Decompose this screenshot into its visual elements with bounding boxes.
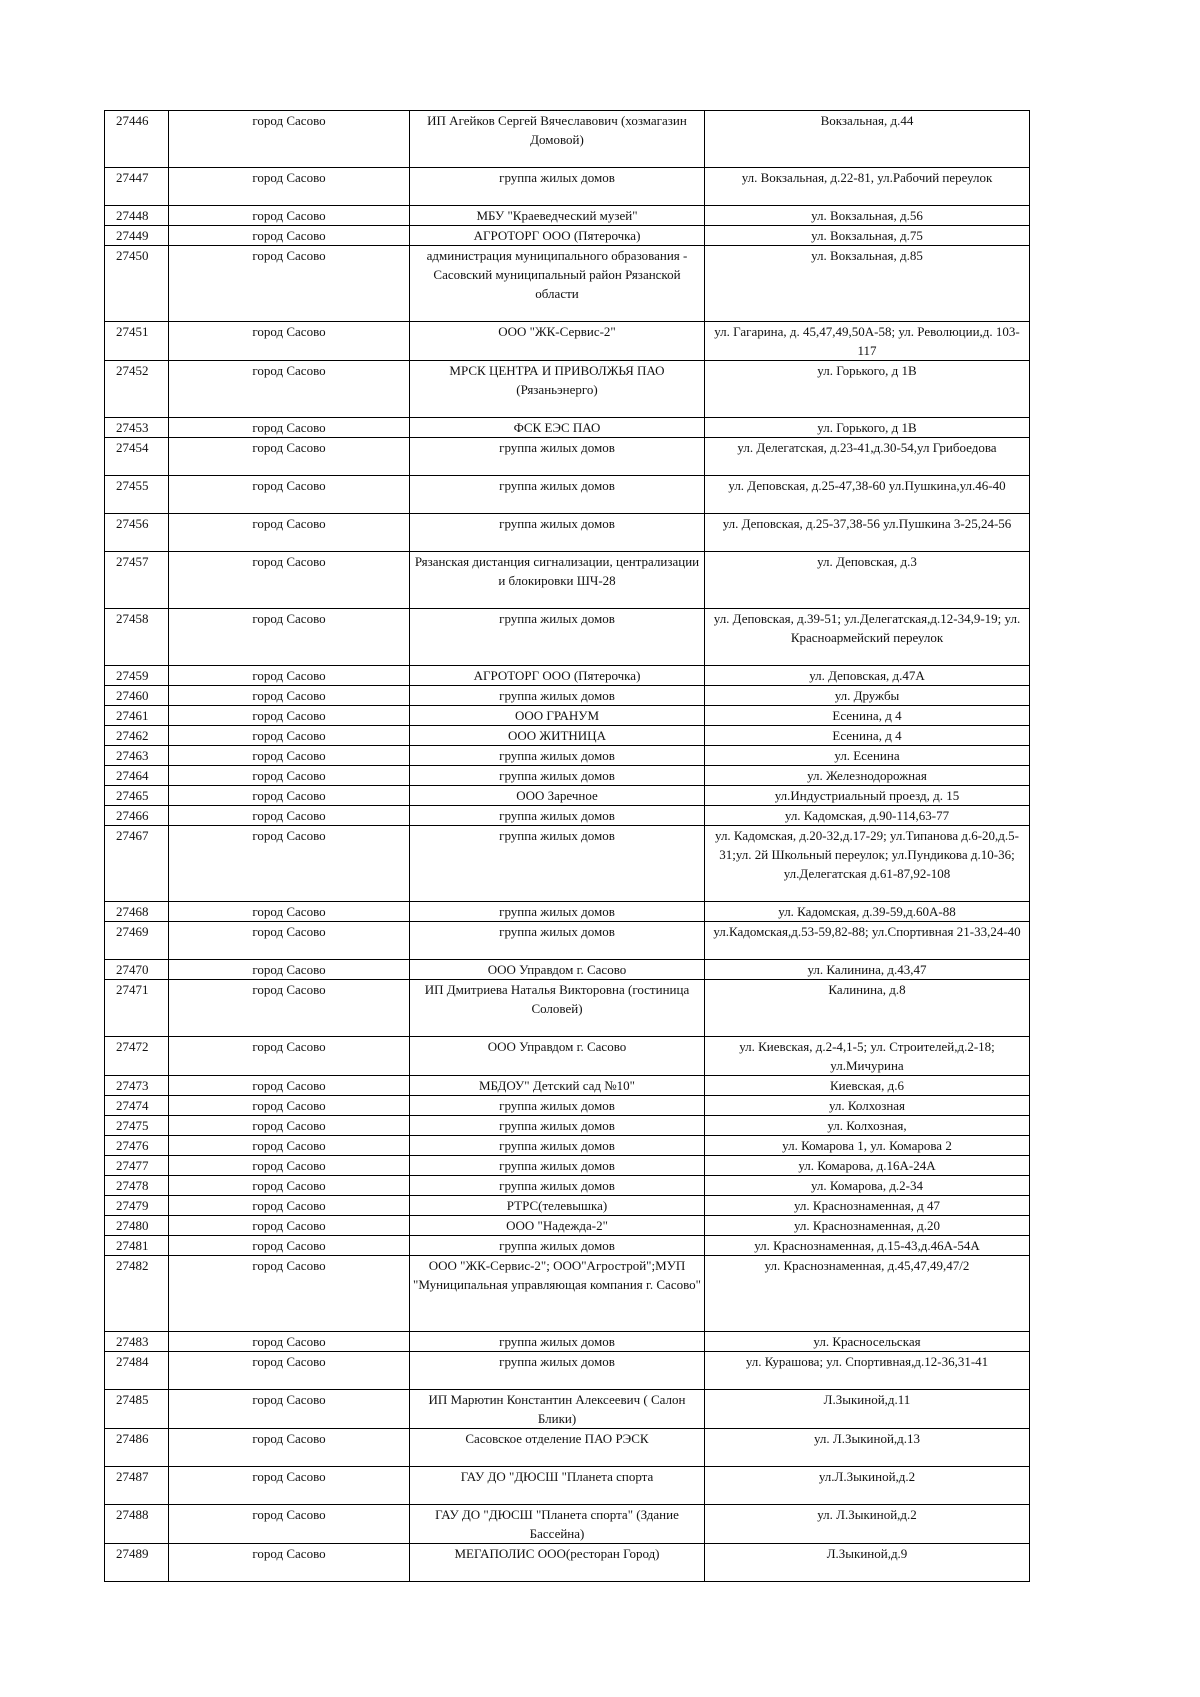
organization-cell: ФСК ЕЭС ПАО bbox=[410, 418, 705, 438]
city-cell: город Сасово bbox=[169, 111, 410, 168]
table-row bbox=[105, 111, 1030, 168]
address-cell: ул. Киевская, д.2-4,1-5; ул. Строителей,д.2-18; ул.Мичурина bbox=[705, 1037, 1030, 1076]
city-cell: город Сасово bbox=[169, 1156, 410, 1176]
address-cell: ул. Есенина bbox=[705, 746, 1030, 766]
table-row bbox=[105, 746, 1030, 766]
table-row bbox=[105, 686, 1030, 706]
address-cell: ул. Гагарина, д. 45,47,49,50А-58; ул. Революции,д. 103-117 bbox=[705, 322, 1030, 361]
table-row bbox=[105, 726, 1030, 746]
table-row bbox=[105, 922, 1030, 960]
row-id-cell: 27463 bbox=[105, 746, 169, 766]
address-cell: ул. Горького, д 1В bbox=[705, 418, 1030, 438]
city-cell: город Сасово bbox=[169, 1505, 410, 1544]
city-cell: город Сасово bbox=[169, 766, 410, 786]
table-row bbox=[105, 1196, 1030, 1216]
row-id-cell: 27458 bbox=[105, 609, 169, 666]
row-id-cell: 27461 bbox=[105, 706, 169, 726]
city-cell: город Сасово bbox=[169, 1332, 410, 1352]
organization-cell: АГРОТОРГ ООО (Пятерочка) bbox=[410, 226, 705, 246]
organization-cell: Сасовское отделение ПАО РЭСК bbox=[410, 1429, 705, 1467]
row-id-cell: 27483 bbox=[105, 1332, 169, 1352]
row-id-cell: 27459 bbox=[105, 666, 169, 686]
address-cell: ул. Краснознаменная, д.45,47,49,47/2 bbox=[705, 1256, 1030, 1332]
table-row bbox=[105, 1544, 1030, 1582]
organization-cell: группа жилых домов bbox=[410, 1332, 705, 1352]
organization-cell: группа жилых домов bbox=[410, 1176, 705, 1196]
address-cell: ул. Комарова 1, ул. Комарова 2 bbox=[705, 1136, 1030, 1156]
city-cell: город Сасово bbox=[169, 902, 410, 922]
row-id-cell: 27485 bbox=[105, 1390, 169, 1429]
table-row bbox=[105, 226, 1030, 246]
city-cell: город Сасово bbox=[169, 1236, 410, 1256]
row-id-cell: 27451 bbox=[105, 322, 169, 361]
address-cell: Есенина, д 4 bbox=[705, 706, 1030, 726]
organization-cell: ИП Агейков Сергей Вячеславович (хозмагазин Домовой) bbox=[410, 111, 705, 168]
row-id-cell: 27481 bbox=[105, 1236, 169, 1256]
city-cell: город Сасово bbox=[169, 1096, 410, 1116]
city-cell: город Сасово bbox=[169, 609, 410, 666]
organization-cell: группа жилых домов bbox=[410, 1096, 705, 1116]
city-cell: город Сасово bbox=[169, 168, 410, 206]
address-cell: ул. Краснознаменная, д.20 bbox=[705, 1216, 1030, 1236]
row-id-cell: 27468 bbox=[105, 902, 169, 922]
city-cell: город Сасово bbox=[169, 980, 410, 1037]
address-cell: ул. Кадомская, д.39-59,д.60А-88 bbox=[705, 902, 1030, 922]
city-cell: город Сасово bbox=[169, 1037, 410, 1076]
table-row bbox=[105, 1116, 1030, 1136]
address-cell: ул.Кадомская,д.53-59,82-88; ул.Спортивная 21-33,24-40 bbox=[705, 922, 1030, 960]
organization-cell: ООО ЖИТНИЦА bbox=[410, 726, 705, 746]
city-cell: город Сасово bbox=[169, 666, 410, 686]
city-cell: город Сасово bbox=[169, 226, 410, 246]
table-row bbox=[105, 438, 1030, 476]
organization-cell: группа жилых домов bbox=[410, 476, 705, 514]
address-cell: ул. Деповская, д.3 bbox=[705, 552, 1030, 609]
address-cell: ул. Вокзальная, д.85 bbox=[705, 246, 1030, 322]
organization-cell: ИП Дмитриева Наталья Викторовна (гостиница Соловей) bbox=[410, 980, 705, 1037]
organization-cell: группа жилых домов bbox=[410, 1156, 705, 1176]
organization-cell: АГРОТОРГ ООО (Пятерочка) bbox=[410, 666, 705, 686]
organization-cell: администрация муниципального образования - Сасовский муниципальный район Рязанской области bbox=[410, 246, 705, 322]
table-row bbox=[105, 514, 1030, 552]
organization-cell: группа жилых домов bbox=[410, 1116, 705, 1136]
table-row bbox=[105, 826, 1030, 902]
organization-cell: МЕГАПОЛИС ООО(ресторан Город) bbox=[410, 1544, 705, 1582]
table-row bbox=[105, 609, 1030, 666]
address-cell: ул. Горького, д 1В bbox=[705, 361, 1030, 418]
organization-cell: группа жилых домов bbox=[410, 168, 705, 206]
organization-cell: РТРС(телевышка) bbox=[410, 1196, 705, 1216]
table-row bbox=[105, 786, 1030, 806]
organization-cell: ООО Заречное bbox=[410, 786, 705, 806]
row-id-cell: 27467 bbox=[105, 826, 169, 902]
organization-cell: группа жилых домов bbox=[410, 609, 705, 666]
row-id-cell: 27457 bbox=[105, 552, 169, 609]
table-row bbox=[105, 1136, 1030, 1156]
table-row bbox=[105, 1156, 1030, 1176]
table-row bbox=[105, 902, 1030, 922]
organization-cell: Рязанская дистанция сигнализации, централизации и блокировки ШЧ-28 bbox=[410, 552, 705, 609]
address-cell: ул. Курашова; ул. Спортивная,д.12-36,31-41 bbox=[705, 1352, 1030, 1390]
organization-cell: группа жилых домов bbox=[410, 922, 705, 960]
address-cell: ул. Комарова, д.16А-24А bbox=[705, 1156, 1030, 1176]
row-id-cell: 27450 bbox=[105, 246, 169, 322]
table-row bbox=[105, 418, 1030, 438]
city-cell: город Сасово bbox=[169, 1196, 410, 1216]
address-cell: Вокзальная, д.44 bbox=[705, 111, 1030, 168]
address-cell: ул. Колхозная, bbox=[705, 1116, 1030, 1136]
table-row bbox=[105, 806, 1030, 826]
row-id-cell: 27487 bbox=[105, 1467, 169, 1505]
row-id-cell: 27469 bbox=[105, 922, 169, 960]
city-cell: город Сасово bbox=[169, 1467, 410, 1505]
row-id-cell: 27475 bbox=[105, 1116, 169, 1136]
table-row bbox=[105, 1076, 1030, 1096]
table-row bbox=[105, 960, 1030, 980]
city-cell: город Сасово bbox=[169, 476, 410, 514]
address-cell: ул. Л.Зыкиной,д.13 bbox=[705, 1429, 1030, 1467]
table-row bbox=[105, 206, 1030, 226]
address-cell: ул. Вокзальная, д.22-81, ул.Рабочий переулок bbox=[705, 168, 1030, 206]
city-cell: город Сасово bbox=[169, 1544, 410, 1582]
row-id-cell: 27479 bbox=[105, 1196, 169, 1216]
address-cell: ул. Кадомская, д.20-32,д.17-29; ул.Типанова д.6-20,д.5-31;ул. 2й Школьный переулок; ул.Пундикова д.10-36; ул.Делегатская д.61-87,92-108 bbox=[705, 826, 1030, 902]
address-cell: ул. Краснознаменная, д.15-43,д.46А-54А bbox=[705, 1236, 1030, 1256]
organization-cell: ГАУ ДО "ДЮСШ "Планета спорта bbox=[410, 1467, 705, 1505]
organization-cell: группа жилых домов bbox=[410, 1236, 705, 1256]
city-cell: город Сасово bbox=[169, 322, 410, 361]
row-id-cell: 27465 bbox=[105, 786, 169, 806]
address-cell: ул. Железнодорожная bbox=[705, 766, 1030, 786]
organization-cell: группа жилых домов bbox=[410, 438, 705, 476]
city-cell: город Сасово bbox=[169, 246, 410, 322]
row-id-cell: 27471 bbox=[105, 980, 169, 1037]
table-row bbox=[105, 706, 1030, 726]
address-cell: ул. Вокзальная, д.56 bbox=[705, 206, 1030, 226]
city-cell: город Сасово bbox=[169, 1216, 410, 1236]
row-id-cell: 27474 bbox=[105, 1096, 169, 1116]
city-cell: город Сасово bbox=[169, 206, 410, 226]
row-id-cell: 27466 bbox=[105, 806, 169, 826]
address-cell: ул. Вокзальная, д.75 bbox=[705, 226, 1030, 246]
organization-cell: группа жилых домов bbox=[410, 686, 705, 706]
organization-cell: ИП Марютин Константин Алексеевич ( Салон Блики) bbox=[410, 1390, 705, 1429]
city-cell: город Сасово bbox=[169, 1136, 410, 1156]
organization-cell: ООО "ЖК-Сервис-2" bbox=[410, 322, 705, 361]
row-id-cell: 27460 bbox=[105, 686, 169, 706]
address-cell: ул. Кадомская, д.90-114,63-77 bbox=[705, 806, 1030, 826]
table-row bbox=[105, 361, 1030, 418]
address-cell: ул.Л.Зыкиной,д.2 bbox=[705, 1467, 1030, 1505]
table-row bbox=[105, 1390, 1030, 1429]
organization-cell: МРСК ЦЕНТРА И ПРИВОЛЖЬЯ ПАО (Рязаньэнерго) bbox=[410, 361, 705, 418]
address-cell: ул. Деповская, д.25-37,38-56 ул.Пушкина 3-25,24-56 bbox=[705, 514, 1030, 552]
city-cell: город Сасово bbox=[169, 1352, 410, 1390]
row-id-cell: 27476 bbox=[105, 1136, 169, 1156]
city-cell: город Сасово bbox=[169, 1390, 410, 1429]
row-id-cell: 27464 bbox=[105, 766, 169, 786]
row-id-cell: 27454 bbox=[105, 438, 169, 476]
organization-cell: группа жилых домов bbox=[410, 806, 705, 826]
row-id-cell: 27488 bbox=[105, 1505, 169, 1544]
city-cell: город Сасово bbox=[169, 922, 410, 960]
table-row bbox=[105, 1429, 1030, 1467]
organization-cell: ООО "ЖК-Сервис-2"; ООО"Агрострой";МУП "Муниципальная управляющая компания г. Сасово" bbox=[410, 1256, 705, 1332]
address-cell: Л.Зыкиной,д.11 bbox=[705, 1390, 1030, 1429]
city-cell: город Сасово bbox=[169, 826, 410, 902]
row-id-cell: 27447 bbox=[105, 168, 169, 206]
city-cell: город Сасово bbox=[169, 1256, 410, 1332]
address-cell: ул. Калинина, д.43,47 bbox=[705, 960, 1030, 980]
organization-cell: ООО Управдом г. Сасово bbox=[410, 1037, 705, 1076]
table-row bbox=[105, 1176, 1030, 1196]
organization-cell: группа жилых домов bbox=[410, 902, 705, 922]
address-cell: ул. Деповская, д.47А bbox=[705, 666, 1030, 686]
city-cell: город Сасово bbox=[169, 686, 410, 706]
address-cell: ул. Комарова, д.2-34 bbox=[705, 1176, 1030, 1196]
organization-cell: группа жилых домов bbox=[410, 746, 705, 766]
row-id-cell: 27489 bbox=[105, 1544, 169, 1582]
city-cell: город Сасово bbox=[169, 438, 410, 476]
address-cell: ул. Деповская, д.25-47,38-60 ул.Пушкина,ул.46-40 bbox=[705, 476, 1030, 514]
address-cell: Есенина, д 4 bbox=[705, 726, 1030, 746]
city-cell: город Сасово bbox=[169, 1429, 410, 1467]
row-id-cell: 27449 bbox=[105, 226, 169, 246]
table-row bbox=[105, 1505, 1030, 1544]
city-cell: город Сасово bbox=[169, 552, 410, 609]
address-cell: ул. Красносельская bbox=[705, 1332, 1030, 1352]
address-cell: ул. Дружбы bbox=[705, 686, 1030, 706]
table-row bbox=[105, 552, 1030, 609]
city-cell: город Сасово bbox=[169, 806, 410, 826]
address-cell: ул. Колхозная bbox=[705, 1096, 1030, 1116]
table-row bbox=[105, 1236, 1030, 1256]
city-cell: город Сасово bbox=[169, 960, 410, 980]
table-row bbox=[105, 1332, 1030, 1352]
address-cell: Киевская, д.6 bbox=[705, 1076, 1030, 1096]
table-row bbox=[105, 168, 1030, 206]
table-row bbox=[105, 1256, 1030, 1332]
row-id-cell: 27452 bbox=[105, 361, 169, 418]
row-id-cell: 27486 bbox=[105, 1429, 169, 1467]
city-cell: город Сасово bbox=[169, 726, 410, 746]
table-body bbox=[105, 111, 1030, 1582]
city-cell: город Сасово bbox=[169, 418, 410, 438]
organization-cell: группа жилых домов bbox=[410, 1136, 705, 1156]
row-id-cell: 27482 bbox=[105, 1256, 169, 1332]
row-id-cell: 27484 bbox=[105, 1352, 169, 1390]
table-row bbox=[105, 1467, 1030, 1505]
table-row bbox=[105, 980, 1030, 1037]
address-cell: ул. Краснознаменная, д 47 bbox=[705, 1196, 1030, 1216]
row-id-cell: 27478 bbox=[105, 1176, 169, 1196]
table-row bbox=[105, 1037, 1030, 1076]
address-cell: ул. Л.Зыкиной,д.2 bbox=[705, 1505, 1030, 1544]
row-id-cell: 27477 bbox=[105, 1156, 169, 1176]
organization-cell: МБДОУ" Детский сад №10" bbox=[410, 1076, 705, 1096]
organization-cell: ООО ГРАНУМ bbox=[410, 706, 705, 726]
organization-cell: МБУ "Краеведческий музей" bbox=[410, 206, 705, 226]
row-id-cell: 27462 bbox=[105, 726, 169, 746]
table-row bbox=[105, 1096, 1030, 1116]
row-id-cell: 27453 bbox=[105, 418, 169, 438]
organization-cell: ГАУ ДО "ДЮСШ "Планета спорта" (Здание Бассейна) bbox=[410, 1505, 705, 1544]
address-cell: ул. Делегатская, д.23-41,д.30-54,ул Грибоедова bbox=[705, 438, 1030, 476]
row-id-cell: 27456 bbox=[105, 514, 169, 552]
table-row bbox=[105, 1352, 1030, 1390]
organization-cell: ООО Управдом г. Сасово bbox=[410, 960, 705, 980]
organization-cell: группа жилых домов bbox=[410, 826, 705, 902]
organization-cell: группа жилых домов bbox=[410, 1352, 705, 1390]
organization-cell: ООО "Надежда-2" bbox=[410, 1216, 705, 1236]
city-cell: город Сасово bbox=[169, 706, 410, 726]
city-cell: город Сасово bbox=[169, 746, 410, 766]
city-cell: город Сасово bbox=[169, 361, 410, 418]
row-id-cell: 27473 bbox=[105, 1076, 169, 1096]
city-cell: город Сасово bbox=[169, 514, 410, 552]
address-cell: ул.Индустриальный проезд, д. 15 bbox=[705, 786, 1030, 806]
table-row bbox=[105, 766, 1030, 786]
table-row bbox=[105, 666, 1030, 686]
address-cell: Калинина, д.8 bbox=[705, 980, 1030, 1037]
table-row bbox=[105, 1216, 1030, 1236]
organization-cell: группа жилых домов bbox=[410, 514, 705, 552]
row-id-cell: 27446 bbox=[105, 111, 169, 168]
address-cell: ул. Деповская, д.39-51; ул.Делегатская,д.12-34,9-19; ул. Красноармейский переулок bbox=[705, 609, 1030, 666]
organization-cell: группа жилых домов bbox=[410, 766, 705, 786]
city-cell: город Сасово bbox=[169, 786, 410, 806]
row-id-cell: 27472 bbox=[105, 1037, 169, 1076]
row-id-cell: 27455 bbox=[105, 476, 169, 514]
row-id-cell: 27448 bbox=[105, 206, 169, 226]
row-id-cell: 27470 bbox=[105, 960, 169, 980]
table-row bbox=[105, 476, 1030, 514]
city-cell: город Сасово bbox=[169, 1176, 410, 1196]
city-cell: город Сасово bbox=[169, 1076, 410, 1096]
row-id-cell: 27480 bbox=[105, 1216, 169, 1236]
address-table bbox=[104, 110, 1030, 1582]
table-row bbox=[105, 246, 1030, 322]
address-cell: Л.Зыкиной,д.9 bbox=[705, 1544, 1030, 1582]
table-row bbox=[105, 322, 1030, 361]
city-cell: город Сасово bbox=[169, 1116, 410, 1136]
